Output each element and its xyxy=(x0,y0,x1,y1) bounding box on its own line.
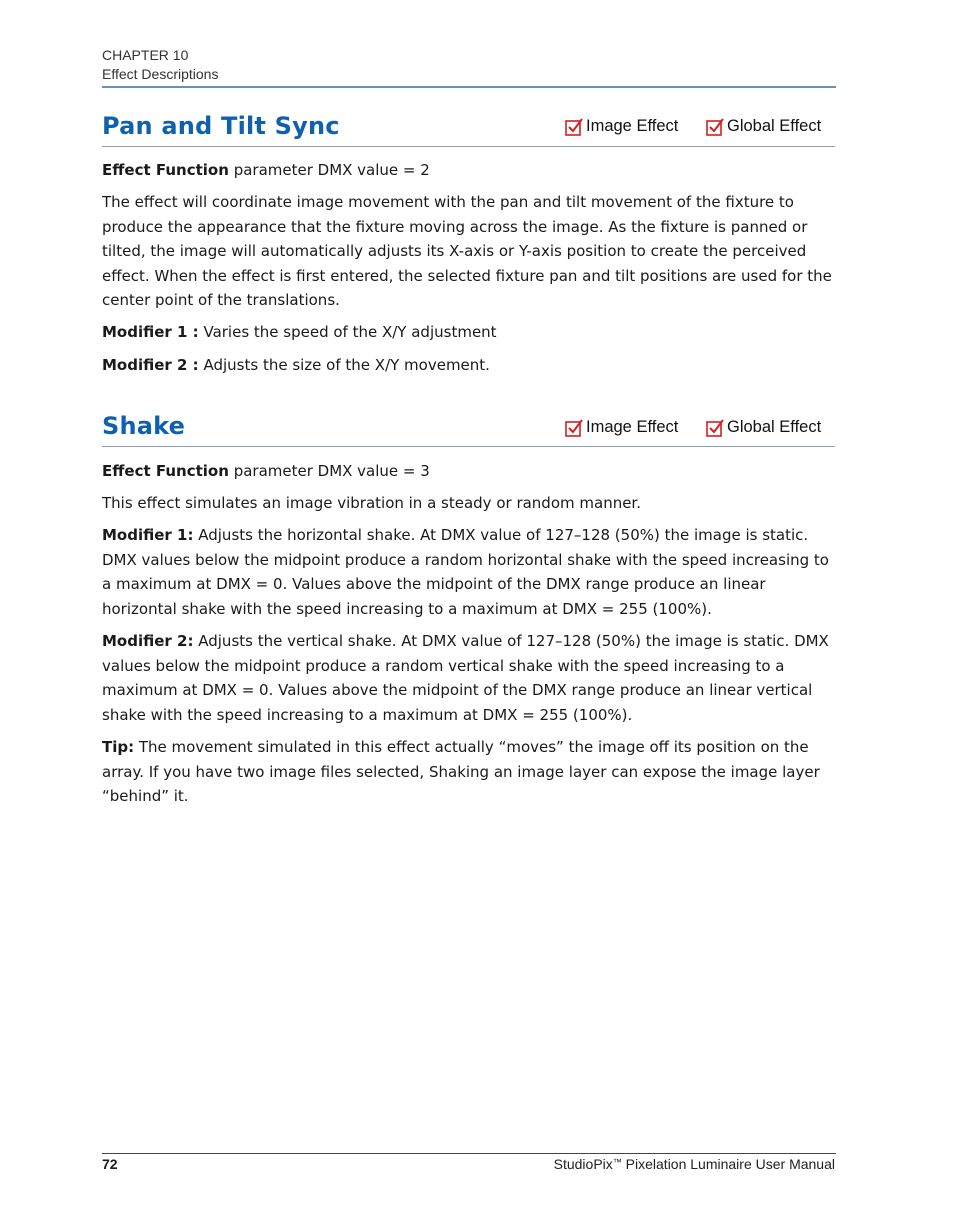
image-effect-badge xyxy=(565,117,678,136)
global-effect-badge xyxy=(706,418,821,437)
tip xyxy=(102,735,837,809)
modifier-2-text: Adjusts the size of the X/Y movement. xyxy=(203,356,490,374)
modifier-1-text: Adjusts the horizontal shake. At DMX value of 127–128 (50%) the image is static. DMX values below the midpoint produce a random horizontal shake with the speed increasing to a maximum at DMX = 0. Values above the midpoint of the DMX range produce an linear horizontal shake with the speed increasing to a maximum at DMX = 255 (100%). xyxy=(102,526,829,618)
modifier-2 xyxy=(102,353,842,378)
chapter-label: CHAPTER 10 xyxy=(102,47,189,63)
header-rule xyxy=(102,86,836,88)
checkbox-checked-icon xyxy=(706,118,724,136)
modifier-2-text: Adjusts the vertical shake. At DMX value of 127–128 (50%) the image is static. DMX values below the midpoint produce a random vertical shake with the speed increasing to a maximum at DMX = 0. Values above the midpoint of the DMX range produce an linear vertical shake with the speed increasing to a maximum at DMX = 255 (100%). xyxy=(102,632,829,724)
modifier-2-label: Modifier 2: xyxy=(102,632,194,650)
checkbox-checked-icon xyxy=(565,118,583,136)
effect-description: The effect will coordinate image movement with the pan and tilt movement of the fixture to produce the appearance that the fixture moving across the image. As the fixture is panned or tilted, the image will automatically adjusts its X-axis or Y-axis position to create the perceived effect. When the effect is first entered, the selected fixture pan and tilt positions are used for the center point of the translations. xyxy=(102,193,832,309)
manual-title xyxy=(554,1156,835,1172)
modifier-1-text: Varies the speed of the X/Y adjustment xyxy=(203,323,497,341)
modifier-1 xyxy=(102,523,837,621)
modifier-1-label: Modifier 1: xyxy=(102,526,194,544)
effect-function-line xyxy=(102,459,842,484)
section-rule xyxy=(102,446,835,447)
badge-label: Global Effect xyxy=(727,418,822,436)
modifier-2-label: Modifier 2 : xyxy=(102,356,199,374)
modifier-1 xyxy=(102,320,842,345)
chapter-subtitle: Effect Descriptions xyxy=(102,66,219,82)
badge-label: Image Effect xyxy=(586,117,679,135)
section-title-pan-tilt: Pan and Tilt Sync xyxy=(102,112,340,140)
section-title-shake: Shake xyxy=(102,412,186,440)
footer-rule xyxy=(102,1153,836,1154)
global-effect-badge xyxy=(706,117,821,136)
trademark-symbol: ™ xyxy=(612,1157,622,1167)
section-rule xyxy=(102,146,835,147)
badge-label: Image Effect xyxy=(586,418,679,436)
effect-function-value: parameter DMX value = 2 xyxy=(233,161,430,179)
badge-label: Global Effect xyxy=(727,117,822,135)
effect-description: This effect simulates an image vibration in a steady or random manner. xyxy=(102,494,641,512)
effect-function-label: Effect Function xyxy=(102,161,229,179)
checkbox-checked-icon xyxy=(565,419,583,437)
effect-function-line xyxy=(102,158,842,183)
tip-label: Tip: xyxy=(102,738,135,756)
effect-function-value: parameter DMX value = 3 xyxy=(233,462,430,480)
modifier-1-label: Modifier 1 : xyxy=(102,323,199,341)
checkbox-checked-icon xyxy=(706,419,724,437)
modifier-2 xyxy=(102,629,837,727)
manual-title-prefix: StudioPix xyxy=(553,1156,613,1172)
page-number: 72 xyxy=(102,1156,118,1172)
tip-text: The movement simulated in this effect actually “moves” the image off its position on the array. If you have two image files selected, Shaking an image layer can expose the image layer “behind” it. xyxy=(102,738,820,805)
image-effect-badge xyxy=(565,418,678,437)
manual-title-suffix: Pixelation Luminaire User Manual xyxy=(621,1156,835,1172)
effect-function-label: Effect Function xyxy=(102,462,229,480)
